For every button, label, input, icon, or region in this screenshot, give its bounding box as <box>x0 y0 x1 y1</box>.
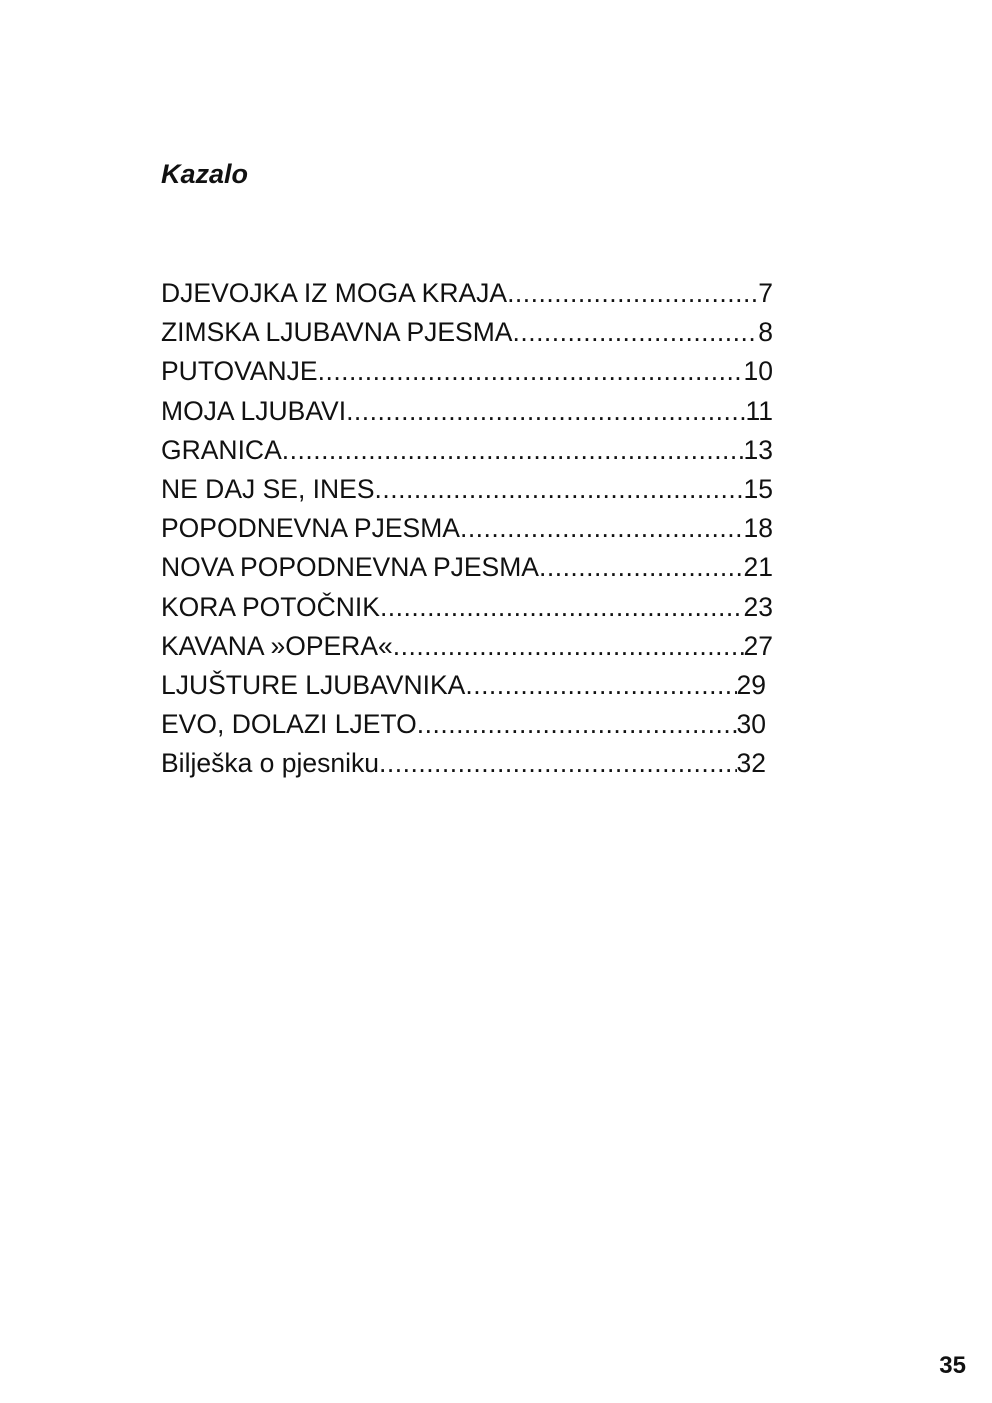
toc-entry-page: 8 <box>758 317 773 348</box>
toc-dot-leader <box>539 548 744 587</box>
toc-dot-leader <box>460 509 744 548</box>
toc-entry <box>161 313 773 352</box>
toc-entry-title: EVO, DOLAZI LJETO <box>161 709 417 740</box>
toc-entry-title: GRANICA <box>161 434 282 465</box>
toc-dot-leader <box>380 588 744 627</box>
toc-entry-title: LJUŠTURE LJUBAVNIKA <box>161 669 466 700</box>
toc-entry-title: MOJA LJUBAVI <box>161 395 347 426</box>
toc-entry <box>161 392 773 431</box>
toc-entry-title: KORA POTOČNIK <box>161 591 380 622</box>
toc-dot-leader <box>379 744 737 783</box>
toc-entry-page: 11 <box>745 395 773 426</box>
toc-dot-leader <box>282 431 744 470</box>
toc-entry-title: Bilješka o pjesniku <box>161 748 380 779</box>
toc-entry-page: 27 <box>743 630 773 661</box>
toc-entry-page: 32 <box>736 748 766 779</box>
toc-entry-page: 21 <box>743 552 773 583</box>
toc-entry <box>161 744 766 783</box>
toc-entry <box>161 431 773 470</box>
toc-entry-page: 18 <box>743 513 773 544</box>
toc-entry-page: 13 <box>743 434 773 465</box>
toc-entry <box>161 588 773 627</box>
page-number: 35 <box>939 1352 966 1379</box>
toc-entry-title: DJEVOJKA IZ MOGA KRAJA <box>161 278 508 308</box>
toc-entry-title: ZIMSKA LJUBAVNA PJESMA <box>161 317 513 348</box>
toc-entry <box>161 548 773 587</box>
toc-entry-page: 30 <box>736 709 766 740</box>
toc-entry-title: PUTOVANJE <box>161 356 318 387</box>
toc-entry <box>161 705 766 744</box>
toc-entry-title: KAVANA »OPERA« <box>161 630 393 661</box>
toc-dot-leader <box>318 352 744 391</box>
toc-dot-leader <box>507 274 758 313</box>
toc-entry-page: 7 <box>758 278 773 308</box>
toc-entry <box>161 274 773 313</box>
toc-entry-page: 29 <box>736 669 766 700</box>
toc-dot-leader <box>375 470 744 509</box>
toc-entry <box>161 509 773 548</box>
toc-entry-title: NOVA POPODNEVNA PJESMA <box>161 552 539 583</box>
toc-entry <box>161 470 773 509</box>
toc-dot-leader <box>465 666 736 705</box>
contents-heading: Kazalo <box>161 159 249 189</box>
toc-entry-title: POPODNEVNA PJESMA <box>161 513 460 544</box>
toc-entry-page: 10 <box>743 356 773 387</box>
toc-dot-leader <box>512 313 758 352</box>
toc-dot-leader <box>417 705 737 744</box>
toc-entry <box>161 666 766 705</box>
toc-entry-page: 15 <box>743 473 773 504</box>
toc-dot-leader <box>393 627 744 666</box>
toc-dot-leader <box>346 392 745 431</box>
toc-entry <box>161 352 773 391</box>
toc-entry <box>161 627 773 666</box>
toc-entry-page: 23 <box>743 591 773 622</box>
toc-entry-title: NE DAJ SE, INES <box>161 473 375 504</box>
table-of-contents <box>161 274 773 783</box>
